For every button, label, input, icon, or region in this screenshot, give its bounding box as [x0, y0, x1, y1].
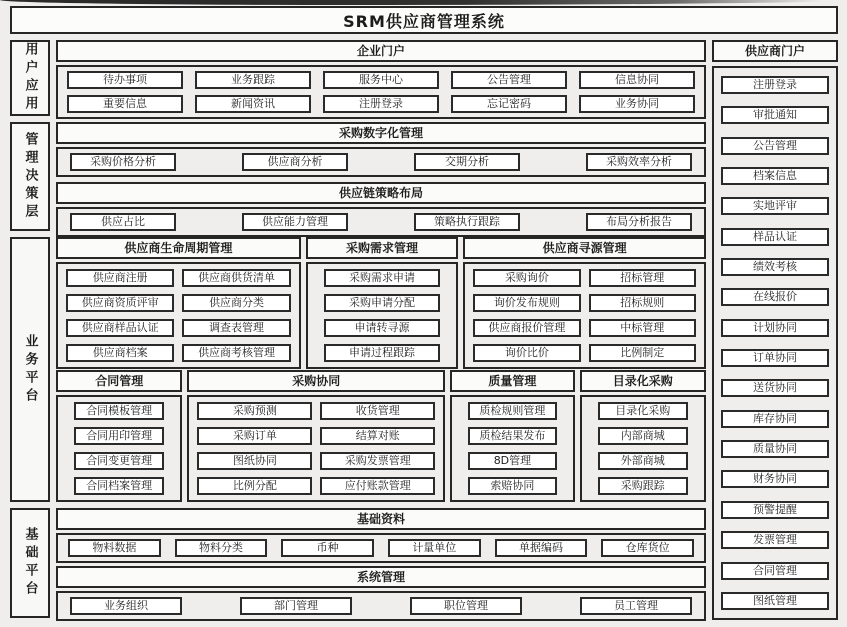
module-box: 结算对账: [320, 427, 435, 445]
section-quality-mgmt: [450, 370, 574, 502]
module-box: 索赔协同: [468, 477, 556, 495]
module-box: 采购申请分配: [324, 294, 440, 312]
diagram-title-bar: [10, 6, 838, 34]
business-band-top: [56, 237, 706, 366]
module-box: 供应商分类: [182, 294, 290, 312]
module-box: 采购预测: [197, 402, 312, 420]
module-box: 注册登录: [721, 76, 829, 94]
section-title: 质量管理: [450, 370, 574, 392]
layer-label: 业务平台: [22, 333, 38, 406]
module-box: 合同档案管理: [74, 477, 164, 495]
module-box: 单据编码: [495, 539, 588, 557]
section-system-mgmt: [56, 566, 706, 618]
contract-mgmt-items: [56, 395, 182, 502]
section-title: 基础资料: [56, 508, 706, 530]
system-mgmt-items: [56, 591, 706, 621]
module-box: 币种: [281, 539, 374, 557]
module-box: 申请转寻源: [324, 319, 440, 337]
module-box: 8D管理: [468, 452, 556, 470]
section-title: 供应链策略布局: [56, 182, 706, 204]
module-box: 部门管理: [240, 597, 352, 615]
module-box: 采购订单: [197, 427, 312, 445]
layer-decision: [10, 122, 50, 231]
module-box: 物料分类: [175, 539, 268, 557]
module-box: 目录化采购: [598, 402, 688, 420]
section-purchase-collab: [187, 370, 445, 502]
supplier-portal-items: [712, 66, 838, 620]
purchase-collab-items: [187, 395, 445, 502]
module-box: 实地评审: [721, 197, 829, 215]
module-box: 申请过程跟踪: [324, 344, 440, 362]
module-box: 档案信息: [721, 167, 829, 185]
module-box: 供应占比: [70, 213, 176, 231]
module-box: 物料数据: [68, 539, 161, 557]
module-box: 采购发票管理: [320, 452, 435, 470]
section-title: 目录化采购: [580, 370, 706, 392]
business-band: [56, 237, 706, 502]
module-box: 员工管理: [580, 597, 692, 615]
scan-artifact: [0, 0, 847, 5]
module-box: 布局分析报告: [586, 213, 692, 231]
layer-base-platform: [10, 508, 50, 618]
module-box: 信息协同: [579, 71, 695, 89]
section-title: 采购需求管理: [306, 237, 458, 259]
module-box: 内部商城: [598, 427, 688, 445]
layer-label: 管理决策层: [22, 131, 38, 222]
module-box: 审批通知: [721, 106, 829, 124]
base-data-items: [56, 533, 706, 563]
diagram-title: SRM供应商管理系统: [343, 11, 505, 31]
module-box: 在线报价: [721, 288, 829, 306]
module-box: 供应商注册: [66, 269, 174, 287]
module-box: 招标管理: [589, 269, 696, 287]
module-box: 质检结果发布: [468, 427, 556, 445]
module-box: 采购询价: [473, 269, 580, 287]
layer-rail: [10, 40, 50, 620]
center-column: [56, 40, 706, 620]
business-band-bottom: [56, 370, 706, 502]
section-contract-mgmt: [56, 370, 182, 502]
supplier-lifecycle-items: [56, 262, 301, 369]
module-box: 仓库货位: [601, 539, 694, 557]
module-box: 供应能力管理: [242, 213, 348, 231]
section-catalog-purchase: [580, 370, 706, 502]
module-box: 外部商城: [598, 452, 688, 470]
module-box: 图纸管理: [721, 592, 829, 610]
module-box: 待办事项: [67, 71, 183, 89]
module-box: 业务跟踪: [195, 71, 311, 89]
section-title: 供应商门户: [712, 40, 838, 62]
section-purchase-demand: [306, 237, 458, 366]
module-box: 重要信息: [67, 95, 183, 113]
section-title: 合同管理: [56, 370, 182, 392]
module-box: 合同用印管理: [74, 427, 164, 445]
module-box: 询价比价: [473, 344, 580, 362]
module-box: 注册登录: [323, 95, 439, 113]
module-box: 供应商考核管理: [182, 344, 290, 362]
module-box: 供应商供货清单: [182, 269, 290, 287]
module-box: 样品认证: [721, 228, 829, 246]
module-box: 图纸协同: [197, 452, 312, 470]
section-title: 企业门户: [56, 40, 706, 62]
module-box: 财务协同: [721, 470, 829, 488]
diagram-body: [10, 40, 838, 620]
module-box: 应付账款管理: [320, 477, 435, 495]
section-procurement-digital: [56, 122, 706, 176]
layer-business-platform: [10, 237, 50, 502]
module-box: 绩效考核: [721, 258, 829, 276]
module-box: 合同模板管理: [74, 402, 164, 420]
module-box: 公告管理: [451, 71, 567, 89]
module-box: 发票管理: [721, 531, 829, 549]
module-box: 业务组织: [70, 597, 182, 615]
module-box: 质量协同: [721, 440, 829, 458]
module-box: 询价发布规则: [473, 294, 580, 312]
section-title: 供应商生命周期管理: [56, 237, 301, 259]
module-box: 服务中心: [323, 71, 439, 89]
module-box: 策略执行跟踪: [414, 213, 520, 231]
supply-chain-strategy-items: [56, 207, 706, 237]
quality-mgmt-items: [450, 395, 574, 502]
section-title: 采购协同: [187, 370, 445, 392]
module-box: 业务协同: [579, 95, 695, 113]
module-box: 比例制定: [589, 344, 696, 362]
module-box: 交期分析: [414, 153, 520, 171]
module-box: 送货协同: [721, 379, 829, 397]
module-box: 采购效率分析: [586, 153, 692, 171]
module-box: 新闻资讯: [195, 95, 311, 113]
section-title: 系统管理: [56, 566, 706, 588]
layer-user-apps: [10, 40, 50, 116]
purchase-demand-items: [306, 262, 458, 369]
module-box: 合同管理: [721, 562, 829, 580]
module-box: 计量单位: [388, 539, 481, 557]
module-box: 比例分配: [197, 477, 312, 495]
section-base-data: [56, 508, 706, 560]
module-box: 订单协同: [721, 349, 829, 367]
module-box: 计划协同: [721, 319, 829, 337]
module-box: 招标规则: [589, 294, 696, 312]
module-box: 调查表管理: [182, 319, 290, 337]
section-title: 采购数字化管理: [56, 122, 706, 144]
section-title: 供应商寻源管理: [463, 237, 706, 259]
srm-diagram: [10, 6, 838, 620]
module-box: 供应商档案: [66, 344, 174, 362]
section-supplier-sourcing: [463, 237, 706, 366]
supplier-sourcing-items: [463, 262, 706, 369]
module-box: 供应商资质评审: [66, 294, 174, 312]
module-box: 质检规则管理: [468, 402, 556, 420]
section-supplier-portal: [712, 40, 838, 620]
layer-label: 基础平台: [22, 527, 38, 599]
catalog-purchase-items: [580, 395, 706, 502]
module-box: 职位管理: [410, 597, 522, 615]
section-supply-chain-strategy: [56, 182, 706, 231]
module-box: 采购价格分析: [70, 153, 176, 171]
module-box: 供应商分析: [242, 153, 348, 171]
layer-label: 用户应用: [22, 42, 38, 114]
module-box: 采购跟踪: [598, 477, 688, 495]
section-supplier-lifecycle: [56, 237, 301, 366]
module-box: 忘记密码: [451, 95, 567, 113]
module-box: 供应商报价管理: [473, 319, 580, 337]
procurement-digital-items: [56, 147, 706, 177]
module-box: 采购需求申请: [324, 269, 440, 287]
module-box: 供应商样品认证: [66, 319, 174, 337]
module-box: 中标管理: [589, 319, 696, 337]
section-enterprise-portal: [56, 40, 706, 116]
module-box: 预警提醒: [721, 501, 829, 519]
module-box: 合同变更管理: [74, 452, 164, 470]
module-box: 收货管理: [320, 402, 435, 420]
enterprise-portal-items: [56, 65, 706, 119]
module-box: 公告管理: [721, 137, 829, 155]
module-box: 库存协同: [721, 410, 829, 428]
